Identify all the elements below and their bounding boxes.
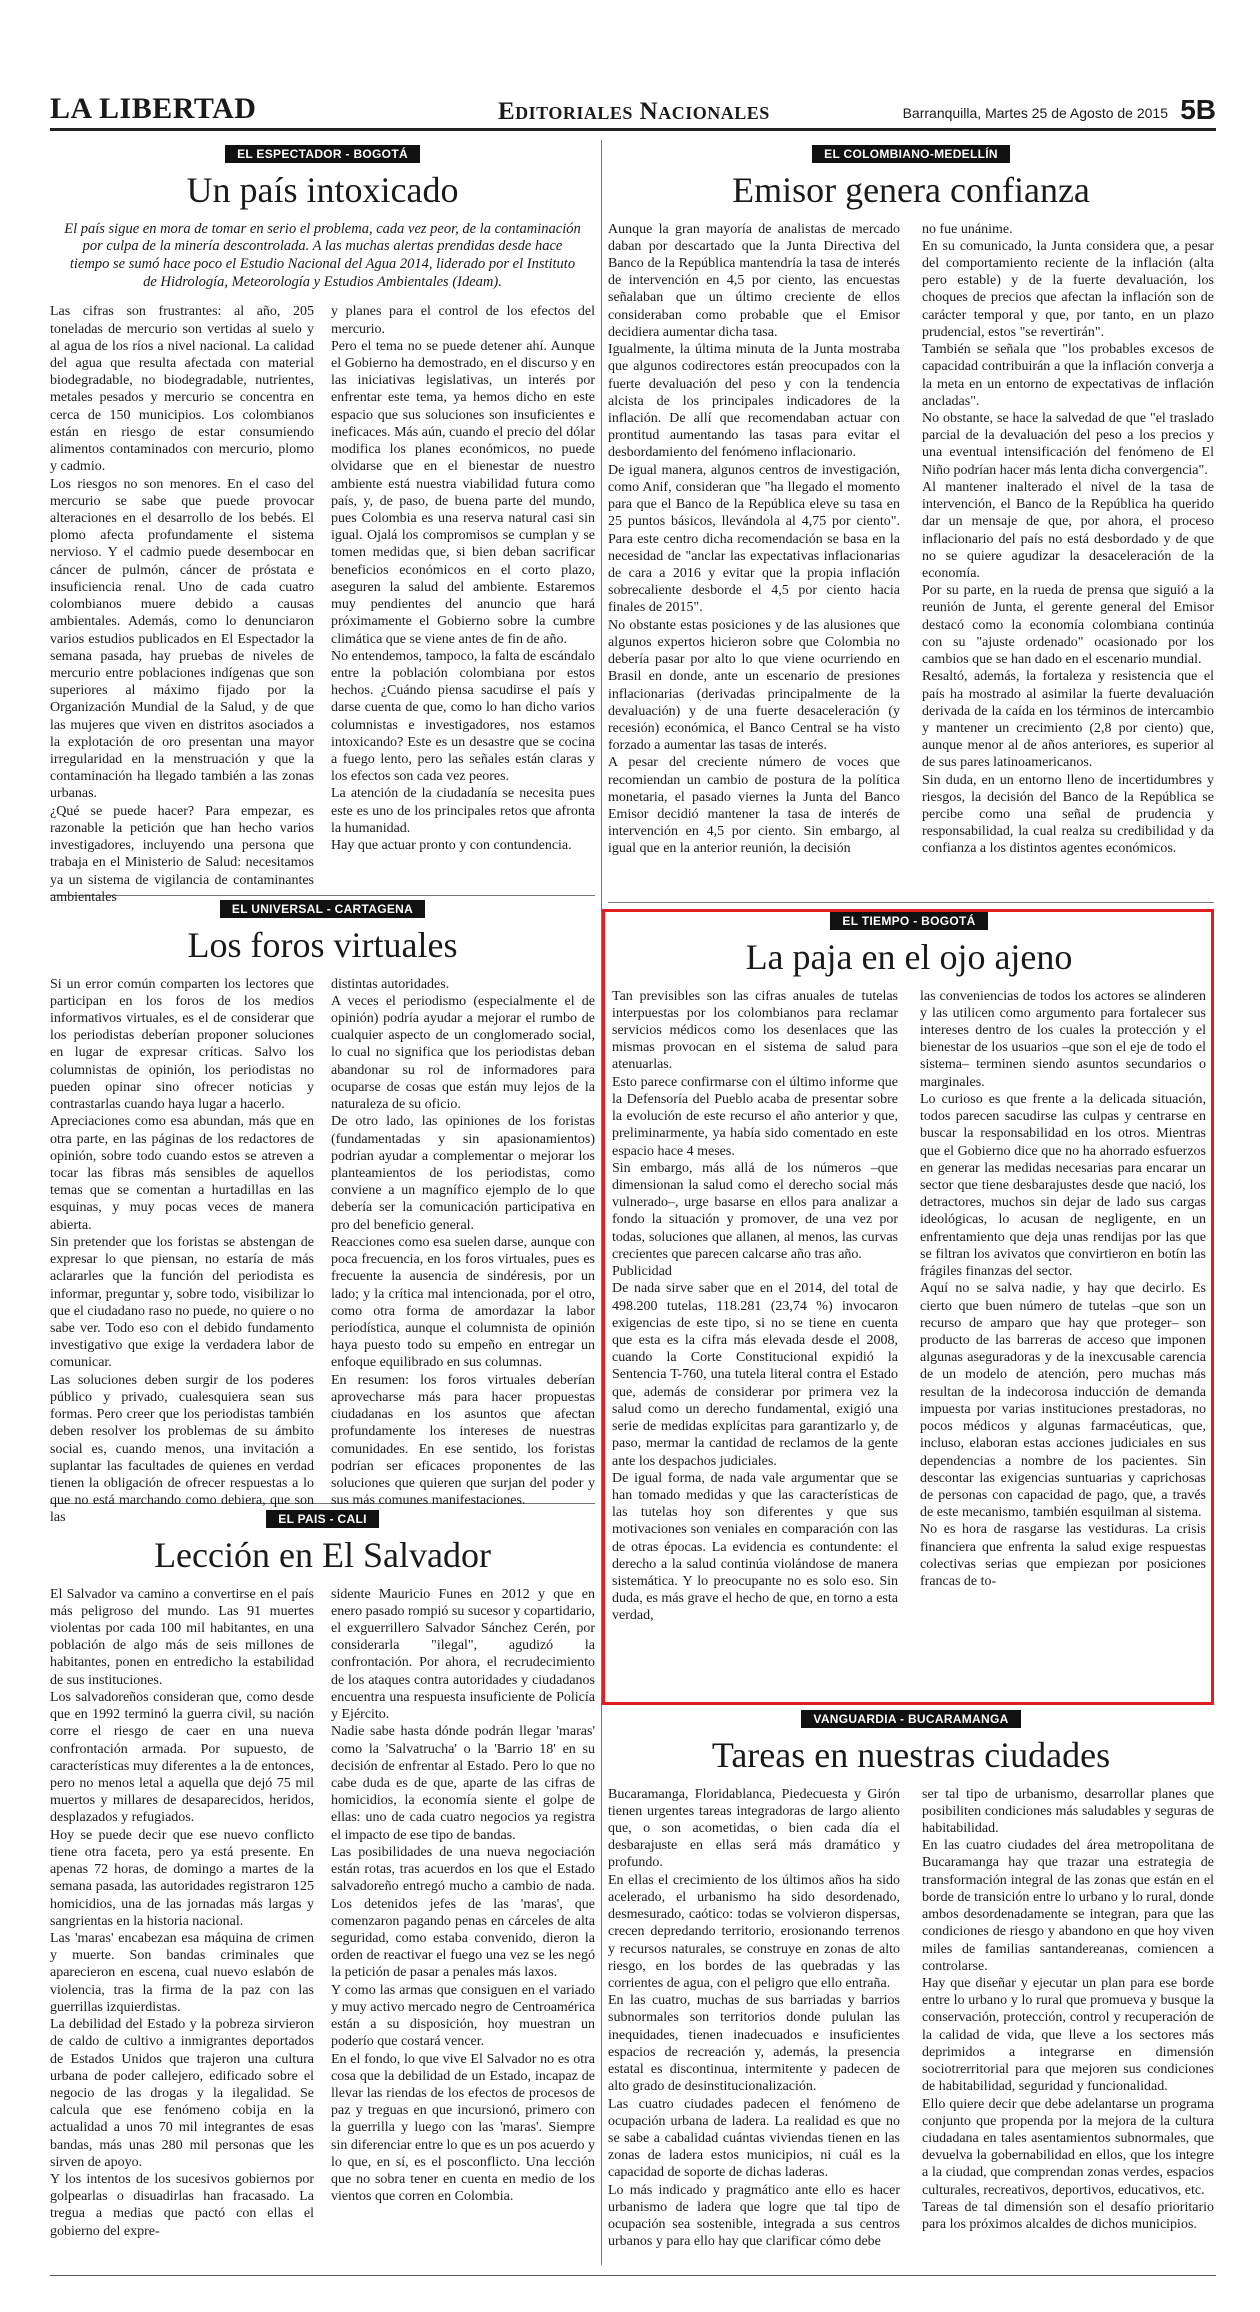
- article-paragraph: Tareas de tal dimensión son el desafío prioritario para los próximos alcaldes de dichos municipios.: [922, 2199, 1214, 2233]
- article-paragraph: no fue unánime.: [922, 221, 1013, 237]
- masthead: [50, 92, 1216, 126]
- article-paragraph: De igual manera, algunos centros de investigación, como Anif, consideran que "ha llegado el momento para que el Banco de la República eleve su tasa en 25 puntos básicos, llevándola al 4,75 por ciento". Para este centro dicha recomendación se basa en la necesidad de "anclar las expectativas inflacionarias de cara a 2016 y evitar que la propia inflación sobrecaliente desborde el 4,5 por ciento hacia finales de 2015".: [608, 462, 900, 616]
- article-column: [331, 976, 595, 1509]
- article-paragraph: En su comunicado, la Junta considera que, a pesar del comportamiento reciente de la inflación (alta pero estable) y de la fuerte devaluación, los choques de precios que afectan la inflación son de carácter temporal y que, por tanto, en un plazo prudencial, estos "se revertirán".: [922, 238, 1214, 340]
- article-column: [50, 303, 314, 905]
- article-source-tag: EL PAIS - CALI: [266, 1510, 378, 1528]
- article-paragraph: Nadie sabe hasta dónde podrán llegar 'maras' como la 'Salvatrucha' o la 'Barrio 18' en su decisión de enfrentar al Estado. Pero lo que no cabe duda es de que, aparte de las cifras de homicidios, la economía siente el golpe de ellas: uno de cada cuatro negocios ya registra el impacto de ese tipo de bandas.: [331, 1724, 595, 1843]
- article-column: [331, 1586, 595, 2270]
- article-headline: La paja en el ojo ajeno: [745, 937, 1073, 977]
- article-paragraph: Y como las armas que consiguen en el variado y muy activo mercado negro de Centroamérica están a su disposición, hoy muestran un poderío que costará vencer.: [331, 1982, 595, 2050]
- article-paragraph: Igualmente, la última minuta de la Junta mostraba que algunos codirectores están preocupados con la fuerte devaluación del peso y con la tendencia alcista de los principales indicadores de la inflación. De allí que recomendaban actuar con prontitud aumentando las tasas para evitar el desbordamiento del fenómeno inflacionario.: [608, 342, 900, 461]
- article-paragraph: Hay que diseñar y ejecutar un plan para ese borde entre lo urbano y lo rural que promueva y busque la conservación, protección, control y recuperación de la calidad de vida, que lleve a los sectores más deprimidos a integrarse en dimensión sociotrerritorial para que mejoren sus condiciones de habitabilidad, seguridad y funcionalidad.: [922, 1976, 1214, 2095]
- article-paragraph: No obstante, se hace la salvedad de que "el traslado parcial de la devaluación del peso a los precios y una eventual intensificación del fenómeno de El Niño podrían hacer más lenta dicha convergencia".: [922, 411, 1214, 478]
- article-paragraph: Aquí no se salva nadie, y hay que decirlo. Es cierto que buen número de tutelas –que son un recurso de amparo que hay que proteger– son producto de las barreras de acceso que imponen algunas aseguradoras y de la inexcusable carencia de un modelo de atención, pero muchas más resultan de la indecorosa inducción de demanda impuesta por varias instituciones prestadoras, no pocos médicos y algunas farmacéuticas, que, incluso, elaboran estas acciones judiciales en sus dependencias a nombre de los pacientes. Sin descontar las exigencias suntuarias y caprichosas de personas con capacidad de pago, que, a través de este mecanismo, también esquilman al sistema.: [920, 1281, 1206, 1521]
- article-paragraph: De igual forma, de nada vale argumentar que se han tomado medidas y que las características de las tutelas hoy son diferentes y que sus motivaciones son veniales en comparación con las de otras épocas. La evidencia es contundente: el derecho a la salud continúa violándose de manera sistemática. Y lo preocupante no es solo eso. Sin duda, es más grave el hecho de que, en torno a esta verdad,: [612, 1470, 898, 1624]
- article-column: [50, 1586, 314, 2270]
- article-paragraph: Por su parte, en la rueda de prensa que siguió a la reunión de Junta, el gerente general del Emisor destacó como la economía colombiana continúa con su "ajuste ordenado" ocasionado por los cambios que se han dado en el escenario mundial.: [922, 583, 1214, 668]
- newspaper-name: LA LIBERTAD: [50, 92, 257, 125]
- article-paragraph: ser tal tipo de urbanismo, desarrollar planes que posibiliten condiciones más saludables y seguras de habitabilidad.: [922, 1786, 1214, 1837]
- article-column: [612, 988, 898, 1700]
- article-source-tag: EL COLOMBIANO-MEDELLÍN: [812, 145, 1010, 163]
- article-paragraph: Esto parece confirmarse con el último informe que la Defensoría del Pueblo acaba de presentar sobre la evolución de este recurso el año anterior y que, preliminarmente, ya había sido comentado en este espacio hace 4 meses.: [612, 1074, 898, 1159]
- article-paragraph: En resumen: los foros virtuales deberían aprovecharse más para hacer propuestas ciudadanas en los asuntos que afectan profundamente los intereses de nuestras comunidades. En ese sentido, los foristas podrían ser eficaces proponentes de las soluciones que quieren que surjan del poder y sus más comunes manifestaciones.: [331, 1372, 595, 1509]
- article-paragraph: las conveniencias de todos los actores se alinderen y las utilicen como argumento para fortalecer sus intereses dentro de los cuales la protección y el bienestar de los usuarios –que son el eje de todo el sistema– terminen siendo asuntos secundarios o marginales.: [920, 988, 1206, 1090]
- article-paragraph: Si un error común comparten los lectores que participan en los foros de los medios informativos virtuales, es el de considerar que los periodistas deberían proponer soluciones en lugar de expresar críticas. Salvo los columnistas de opinión, los periodistas no pueden opinar sino ofrecer noticias y contrastarlas cuando haya lugar a hacerlo.: [50, 976, 314, 1113]
- article-paragraph: Las soluciones deben surgir de los poderes público y privado, cualesquiera sean sus formas. Pero creer que los periodistas también deben resolver los problemas de su ámbito social es, cuando menos, una invitación a suplantar las facultades de quienes en verdad tienen la obligación de ofrecer respuestas a lo que no está marchando como debiera, que son las: [50, 1372, 314, 1526]
- article-paragraph: No obstante estas posiciones y de las alusiones que algunos expertos hicieron sobre que Colombia no debería pasar por alto lo que viene ocurriendo en Brasil en donde, ante un escenario de presiones inflacionarias (derivadas principalmente de la devaluación) y de una fuerte desaceleración (y recesión) económica, el Banco Central se ha visto forzado a aumentar las tasas de interés.: [608, 617, 900, 754]
- article-paragraph: Y los intentos de los sucesivos gobiernos por golpearlas o disuadirlas han fracasado. La tregua a medias que pactó con ellas el gobierno del expre-: [50, 2172, 314, 2239]
- article-paragraph: También se señala que "los probables excesos de capacidad contribuirán a que la inflación converja a la meta en un entorno de expectativas de inflación ancladas".: [922, 342, 1214, 409]
- article-colombiano: [608, 145, 1214, 895]
- article-paragraph: Reacciones como esa suelen darse, aunque con poca frecuencia, en los foros virtuales, pues es frecuente la ausencia de sindéresis, por un lado; y la crítica mal intencionada, por el otro, como otra forma de amordazar la labor periodística, aunque el columnista de opinión haya puesto todo su empeño en entregar un enfoque equilibrado en sus columnas.: [331, 1234, 595, 1371]
- article-paragraph: distintas autoridades.: [331, 976, 450, 992]
- article-paragraph: En las cuatro ciudades del área metropolitana de Bucaramanga hay que trazar una estrategia de transformación integral de las zonas que están en el borde de transición entre lo urbano y lo rural, donde ambos desordenadamente se integran, para que las condiciones de riesgo y abandono en que hoy viven miles de familias santandereanas, comiencen a controlarse.: [922, 1838, 1214, 1974]
- article-headline: Tareas en nuestras ciudades: [711, 1735, 1111, 1775]
- article-paragraph: A pesar del creciente número de voces que recomiendan un cambio de postura de la política monetaria, el pasado viernes la Junta del Banco Emisor decidió mantener la tasa de interés de intervención en 4,5 por ciento. Sin embargo, al igual que en la anterior reunión, la decisión: [608, 755, 900, 857]
- article-paragraph: Ello quiere decir que debe adelantarse un programa conjunto que propenda por la mejora de la cultura ciudadana en tales asentamientos subnormales, que devuelva la gobernabilidad en ellos, que los integre a la ciudad, que comprendan zonas verdes, espacios culturales, recreativos, deportivos, educativos, etc.: [922, 2096, 1214, 2198]
- article-paragraph: Sin pretender que los foristas se abstengan de expresar lo que piensan, no estaría de más aclararles que la función del periodista es informar, preguntar y, sobre todo, visibilizar lo que el ciudadano raso no puede, no quiere o no sabe ver. Todo eso con el debido fundamento investigativo que exige la verdadera labor de comunicar.: [50, 1234, 314, 1371]
- article-paragraph: No entendemos, tampoco, la falta de escándalo entre la población colombiana por estos hechos. ¿Cuándo piensa sacudirse el país y darse cuenta de que, como lo han dicho varios columnistas e investigadores, nos estamos intoxicando? Este es un desastre que se cocina a fuego lento, pero las señales están claras y los efectos son cada vez peores.: [331, 648, 595, 785]
- article-paragraph: Sin embargo, más allá de los números –que dimensionan la salud como el derecho social más vulnerado–, urge basarse en ellos para analizar a fondo la situación y promover, de una vez por todas, soluciones que allanen, al menos, las curvas crecientes que parecen calcarse año tras año.: [612, 1160, 898, 1262]
- article-source-tag: EL ESPECTADOR - BOGOTÁ: [225, 145, 420, 163]
- article-source-tag: EL UNIVERSAL - CARTAGENA: [220, 900, 425, 918]
- article-paragraph: Bucaramanga, Floridablanca, Piedecuesta y Girón tienen urgentes tareas integradoras de largo aliento que, o son acometidas, o bien cada día el desbarajuste en ellas será más dramático y profundo.: [608, 1786, 900, 1871]
- article-source-tag: VANGUARDIA - BUCARAMANGA: [801, 1710, 1020, 1728]
- article-paragraph: De otro lado, las opiniones de los foristas (fundamentadas y sin apasionamientos) podrían ayudar a complementar o mejorar los planteamientos de los periodistas, como conviene a un magnífico ejemplo de lo que debería ser la comunicación participativa en pro del beneficio general.: [331, 1114, 595, 1233]
- page-number: 5B: [1180, 94, 1216, 125]
- section-title: Editoriales Nacionales: [498, 98, 770, 125]
- article-paragraph: Las cuatro ciudades padecen el fenómeno de ocupación urbana de ladera. La realidad es que no se sabe a cabalidad cuántas viviendas tienen en las zonas de ladera estos municipios, ni cuál es la capacidad de soporte de dichas laderas.: [608, 2096, 900, 2181]
- article-paragraph: Tan previsibles son las cifras anuales de tutelas interpuestas por los colombianos para reclamar servicios médicos como los desenlaces que las mismas provocan en el sistema de salud para atenuarlas.: [612, 988, 898, 1073]
- article-headline: Lección en El Salvador: [154, 1535, 491, 1575]
- article-paragraph: Apreciaciones como esa abundan, más que en otra parte, en las páginas de los redactores de opinión, sobre todo cuando estos se atreven a tocar las fibras más sensibles de aquellos temas que se comentan a hurtadillas en las esquinas, y muy pocas veces de manera abierta.: [50, 1114, 314, 1233]
- article-paragraph: Las cifras son frustrantes: al año, 205 toneladas de mercurio son vertidas al suelo y al agua de los ríos a nivel nacional. La calidad del agua que resulta afectada con material biodegradable, no biodegradable, nutrientes, metales pesados y mercurio se concentra en cerca de 150 municipios. Los colombianos están en riesgo de estar consumiendo alimentos contaminados con mercurio, plomo y cadmio.: [50, 304, 314, 475]
- article-paragraph: ¿Qué se puede hacer? Para empezar, es razonable la petición que han hecho varios investigadores, incluyendo una persona que trabaja en el Ministerio de Salud: necesitamos ya un sistema de vigilancia de contaminantes ambientales: [50, 803, 314, 905]
- article-espectador: [50, 145, 595, 905]
- article-paragraph: No es hora de rasgarse las vestiduras. La crisis financiera que enfrenta la salud exige respuestas colectivas serias que empiezan por posiciones francas de to-: [920, 1522, 1206, 1590]
- article-paragraph: A veces el periodismo (especialmente el de opinión) podría ayudar a mejorar el rumbo de cualquier aspecto de un conglomerado social, lo cual no significa que los periodistas deban abandonar su rol de informadores para ocuparse de cosas que están muy lejos de la naturaleza de su oficio.: [331, 993, 595, 1113]
- article-paragraph: Aunque la gran mayoría de analistas de mercado daban por descartado que la Junta Directiva del Banco de la República mantendría la tasa de interés de intervención en 4,5 por ciento, las encuestas señalaban que un último creciente de ellos consideraban como probable que el Emisor decidiera aumentar dicha tasa.: [608, 221, 900, 340]
- article-paragraph: La atención de la ciudadanía se necesita pues este es uno de los principales retos que afronta la humanidad.: [331, 786, 595, 836]
- dateline: Barranquilla, Martes 25 de Agosto de 2015: [902, 105, 1168, 121]
- article-pais: [50, 1510, 595, 2270]
- article-column: [922, 1786, 1214, 2272]
- article-paragraph: Sin duda, en un entorno lleno de incertidumbres y riesgos, la decisión del Banco de la República se percibe como una señal de prudencia y responsabilidad, la cual realza su credibilidad y da confianza a los distintos agentes económicos.: [922, 772, 1214, 857]
- article-column: [920, 988, 1206, 1700]
- article-column: [331, 303, 595, 863]
- article-vanguardia: [608, 1710, 1214, 2270]
- article-column: [922, 221, 1214, 911]
- article-paragraph: La debilidad del Estado y la pobreza sirvieron de caldo de cultivo a inmigrantes deportados de Estados Unidos que trajeron una cultura urbana de poder callejero, edificado sobre el negocio de las drogas y la ilegalidad. Se calcula que ese fenómeno cobija en la actualidad a unos 70 mil integrantes de esas bandas, más unas 280 mil personas que les sirven de apoyo.: [50, 2017, 314, 2170]
- article-paragraph: y planes para el control de los efectos del mercurio.: [331, 304, 595, 337]
- article-paragraph: De nada sirve saber que en el 2014, del total de 498.200 tutelas, 118.281 (23,74 %) invocaron exigencias de este tipo, si no se tiene en cuenta que esta es la cifra más elevada desde el 2008, cuando la Corte Constitucional expidió la Sentencia T-760, una tutela literal contra el Estado que, además de considerar por primera vez la salud como un derecho fundamental, exigió una serie de medidas explícitas para garantizarlo y, de paso, mermar la cantidad de reclamos de la gente ante los despachos judiciales.: [612, 1281, 898, 1469]
- masthead-rule: [50, 128, 1216, 131]
- article-headline: Los foros virtuales: [187, 925, 458, 965]
- article-paragraph: Resaltó, además, la fortaleza y resistencia que el país ha mostrado al asimilar la fuerte devaluación derivada de la caída en los términos de intercambio y mantener un crecimiento (2,8 por ciento) que, aunque menor al de años anteriores, es superior al de sus pares latinoamericanos.: [922, 669, 1214, 771]
- article-paragraph: Las 'maras' encabezan esa máquina de crimen y muerte. Son bandas criminales que aparecieron en escena, cual nuevo eslabón de violencia, tras la firma de la paz con las guerrillas izquierdistas.: [50, 1930, 314, 2015]
- article-source-tag: EL TIEMPO - BOGOTÁ: [830, 912, 987, 930]
- article-lede: El país sigue en mora de tomar en serio el problema, cada vez peor, de la contaminación por culpa de la minería descontrolada. A las muchas alertas prendidas desde hace tiempo se sumó hace poco el Estudio Nacional del Agua 2014, liderado por el Instituto de Hidrología, Meteorología y Estudios Ambientales (Ideam).: [64, 220, 581, 290]
- article-paragraph: Al mantener inalterado el nivel de la tasa de intervención, el Banco de la República ha querido dar un mensaje de que, por ahora, el proceso inflacionario del país no está desbordado y de que no se quiere agudizar la desaceleración de la economía.: [922, 479, 1214, 581]
- article-paragraph: Lo curioso es que frente a la delicada situación, todos parecen sacudirse las culpas y centrarse en buscar la responsabilidad en los otros. Mientras que el Gobierno dice que no ha ahorrado esfuerzos en generar las medidas necesarias para encarar un sector que tiene desbarajustes desde que nació, los detractores, muchos sin dejar de lado sus cargas ideológicas, lo acusan de negligente, en un enfrentamiento que deja unas rendijas por las que se filtran los avivatos que convirtieron en botín las frágiles finanzas del sector.: [920, 1091, 1206, 1280]
- article-paragraph: El Salvador va camino a convertirse en el país más peligroso del mundo. Las 91 muertes violentas por cada 100 mil habitantes, en una población de algo más de seis millones de habitantes, ponen en entredicho la estabilidad de sus instituciones.: [50, 1586, 314, 1688]
- article-paragraph: Hay que actuar pronto y con contundencia.: [331, 838, 572, 854]
- article-tiempo: [612, 912, 1206, 1700]
- article-paragraph: Lo más indicado y pragmático ante ello es hacer urbanismo de ladera que logre que tal tipo de ocupación sea sostenible, integrada a sus centros urbanos y para ello hay que clarificar cómo debe: [608, 2182, 900, 2250]
- article-paragraph: sidente Mauricio Funes en 2012 y que en enero pasado rompió su sucesor y copartidario, el exguerrillero Salvador Sánchez Cerén, por considerarla "ilegal", agudizó la confrontación. Por ahora, el recrudecimiento de los ataques contra autoridades y ciudadanos encuentra una respuesta insuficiente de Policía y Ejército.: [331, 1586, 595, 1723]
- bottom-rule: [50, 2275, 1216, 2276]
- article-column: [608, 221, 900, 911]
- article-paragraph: Los riesgos no son menores. En el caso del mercurio se sabe que puede provocar alteraciones en el desarrollo de los bebés. El plomo afecta profundamente el sistema nervioso. Y el cadmio puede desembocar en cáncer de pulmón, cáncer de próstata e insuficiencia renal. Uno de cada cuatro colombianos muere debido a causas ambientales. Además, como lo denunciaron varios estudios publicados en El Espectador la semana pasada, hay pruebas de niveles de mercurio entre poblaciones indígenas que son superiores al máximo fijado por la Organización Mundial de la Salud, y de que las mujeres que viven en distritos asociados a la explotación de oro presentan una mayor irregularidad en la menstruación y que la contaminación ha llegado también a las zonas urbanas.: [50, 476, 314, 802]
- article-paragraph: En el fondo, lo que vive El Salvador no es otra cosa que la debilidad de un Estado, incapaz de llevar las riendas de los efectos de procesos de paz y treguas en que incursionó, primero con la guerrilla y luego con las 'maras'. Siempre sin diferenciar entre lo que es un pos acuerdo y lo que, en sí, es el posconflicto. Una lección que no sobra tener en cuenta en medio de los vientos que corren en Colombia.: [331, 2051, 595, 2205]
- article-column: [50, 976, 314, 1526]
- article-column: [608, 1786, 900, 2272]
- article-paragraph: Pero el tema no se puede detener ahí. Aunque el Gobierno ha demostrado, en el discurso y en las iniciativas legislativas, un interés por enfrentar este tema, ya hemos dicho en este espacio que sus soluciones son insuficientes e ineficaces. Más aún, cuando el precio del dólar modifica los planes económicos, no puede olvidarse que en el bienestar de nuestro ambiente está nuestra viabilidad futura como país, y, de paso, de buena parte del mundo, pues Colombia es una reserva natural casi sin igual. Ojalá los compromisos se cumplan y se tomen medidas que, si bien deban sacrificar beneficios económicos en el corto plazo, aseguren la salud del ambiente. Estaremos muy pendientes del anuncio que hará próximamente el Gobierno sobre la cumbre climática que se viene antes de fin de año.: [331, 338, 595, 647]
- article-paragraph: En las cuatro, muchas de sus barriadas y barrios subnormales son territorios donde pululan las inequidades, tienen inadecuados e insuficientes espacios de recreación y, además, la presencia estatal es discontinua, intermitente y padecen de alto grado de desinstitucionalización.: [608, 1993, 900, 2095]
- article-headline: Emisor genera confianza: [732, 170, 1090, 210]
- article-paragraph: Hoy se puede decir que ese nuevo conflicto tiene otra faceta, pero ya está presente. En apenas 72 horas, de domingo a martes de la semana pasada, las autoridades registraron 125 homicidios, una de las jornadas más largas y sangrientas en la historia nacional.: [50, 1827, 314, 1929]
- article-paragraph: Publicidad: [612, 1264, 672, 1280]
- article-paragraph: Los salvadoreños consideran que, como desde que en 1992 terminó la guerra civil, su nación corre el riesgo de caer en una nueva confrontación armada. Por supuesto, de características muy diferentes a la de entonces, pero no menos letal a aquella que dejó 75 mil muertos y millares de desaparecidos, heridos, desplazados y refugiados.: [50, 1689, 314, 1826]
- article-paragraph: En ellas el crecimiento de los últimos años ha sido acelerado, el urbanismo ha sido desordenado, desmesurado, caótico: todas se volvieron dispersas, crecen depredando territorio, erosionando terrenos y recursos naturales, se construye en zonas de alto riesgo, en los bordes de las quebradas y las corrientes de agua, con el peligro que ello entraña.: [608, 1872, 900, 1991]
- article-paragraph: Las posibilidades de una nueva negociación están rotas, tras acuerdos en los que el Estado salvadoreño entregó mucho a cambio de nada. Los detenidos jefes de las 'maras', que comenzaron pagando penas en cárceles de alta seguridad, como estaba convenido, dieron la orden de reactivar el fuego una vez se les negó la petición de pasar a penales más laxos.: [331, 1844, 595, 1981]
- article-headline: Un país intoxicado: [186, 170, 459, 210]
